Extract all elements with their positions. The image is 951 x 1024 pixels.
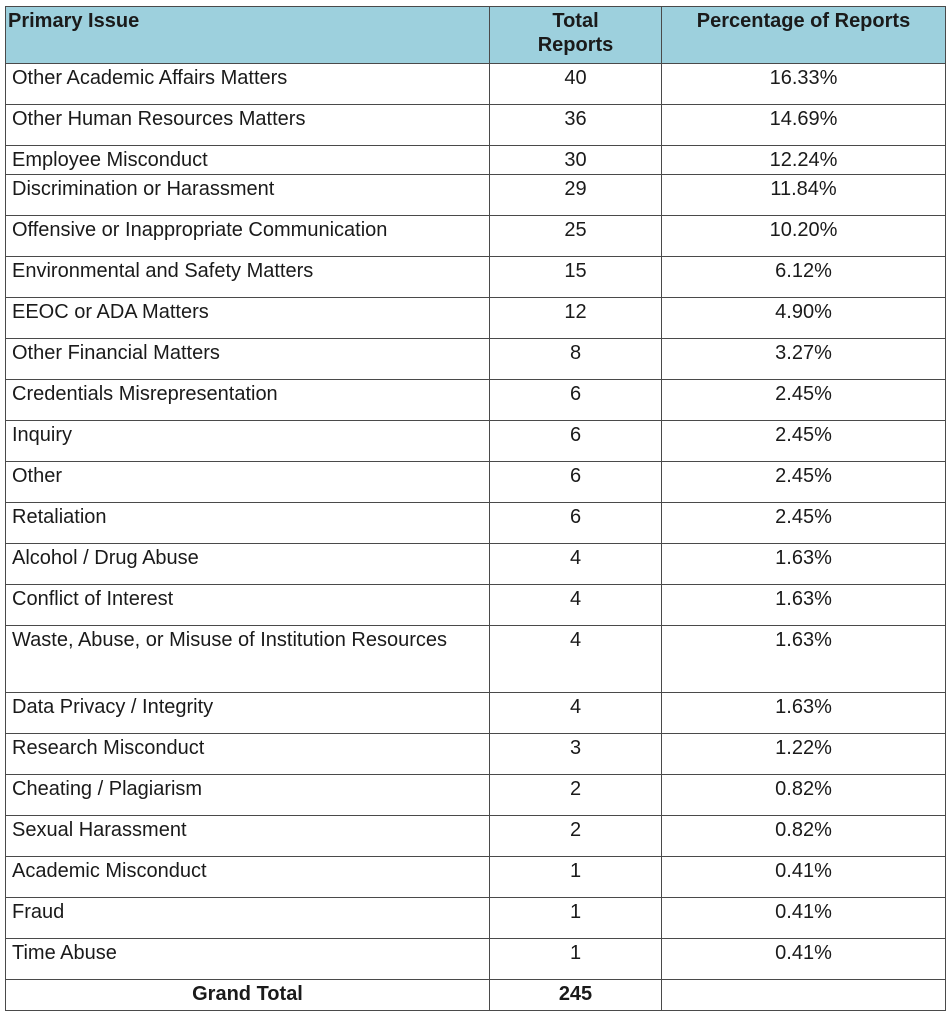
table-row bbox=[6, 421, 946, 462]
row-percentage: 1.22% bbox=[662, 734, 946, 775]
row-issue: Other bbox=[6, 462, 490, 503]
grand-total-percentage bbox=[662, 980, 946, 1011]
row-percentage: 0.82% bbox=[662, 816, 946, 857]
table-row bbox=[6, 816, 946, 857]
row-total: 4 bbox=[490, 585, 662, 626]
row-total: 1 bbox=[490, 939, 662, 980]
table-row bbox=[6, 939, 946, 980]
row-issue: Employee Misconduct bbox=[6, 146, 490, 175]
row-total: 6 bbox=[490, 462, 662, 503]
row-issue: Other Academic Affairs Matters bbox=[6, 64, 490, 105]
table-row bbox=[6, 146, 946, 175]
row-percentage: 2.45% bbox=[662, 421, 946, 462]
row-total: 4 bbox=[490, 626, 662, 693]
table-row bbox=[6, 503, 946, 544]
table-row bbox=[6, 544, 946, 585]
row-percentage: 2.45% bbox=[662, 380, 946, 421]
primary-issue-table bbox=[5, 6, 946, 1011]
row-issue: Retaliation bbox=[6, 503, 490, 544]
row-percentage: 0.41% bbox=[662, 898, 946, 939]
row-issue: Discrimination or Harassment bbox=[6, 175, 490, 216]
table-row bbox=[6, 298, 946, 339]
row-issue: Research Misconduct bbox=[6, 734, 490, 775]
header-primary-issue: Primary Issue bbox=[6, 7, 490, 64]
row-percentage: 4.90% bbox=[662, 298, 946, 339]
row-total: 8 bbox=[490, 339, 662, 380]
row-percentage: 2.45% bbox=[662, 503, 946, 544]
table-row bbox=[6, 216, 946, 257]
row-total: 30 bbox=[490, 146, 662, 175]
row-percentage: 1.63% bbox=[662, 693, 946, 734]
row-percentage: 14.69% bbox=[662, 105, 946, 146]
row-issue: Alcohol / Drug Abuse bbox=[6, 544, 490, 585]
table-header-row bbox=[6, 7, 946, 64]
table-row bbox=[6, 462, 946, 503]
header-total-line2: Reports bbox=[537, 34, 614, 56]
row-issue: EEOC or ADA Matters bbox=[6, 298, 490, 339]
row-total: 4 bbox=[490, 544, 662, 585]
table-row bbox=[6, 380, 946, 421]
row-total: 40 bbox=[490, 64, 662, 105]
row-total: 6 bbox=[490, 503, 662, 544]
row-percentage: 16.33% bbox=[662, 64, 946, 105]
row-percentage: 0.41% bbox=[662, 939, 946, 980]
row-issue: Fraud bbox=[6, 898, 490, 939]
row-issue: Offensive or Inappropriate Communication bbox=[6, 216, 490, 257]
table-row bbox=[6, 693, 946, 734]
header-total-reports bbox=[490, 7, 662, 64]
table-row bbox=[6, 857, 946, 898]
row-issue: Data Privacy / Integrity bbox=[6, 693, 490, 734]
row-percentage: 3.27% bbox=[662, 339, 946, 380]
row-issue: Credentials Misrepresentation bbox=[6, 380, 490, 421]
table-row bbox=[6, 626, 946, 693]
row-percentage: 10.20% bbox=[662, 216, 946, 257]
row-total: 4 bbox=[490, 693, 662, 734]
row-total: 29 bbox=[490, 175, 662, 216]
row-percentage: 0.41% bbox=[662, 857, 946, 898]
table-row bbox=[6, 339, 946, 380]
report-table-container bbox=[5, 6, 945, 1011]
row-percentage: 1.63% bbox=[662, 544, 946, 585]
table-row bbox=[6, 64, 946, 105]
table-row bbox=[6, 898, 946, 939]
row-total: 1 bbox=[490, 898, 662, 939]
table-row bbox=[6, 585, 946, 626]
table-row bbox=[6, 734, 946, 775]
row-percentage: 12.24% bbox=[662, 146, 946, 175]
row-total: 6 bbox=[490, 380, 662, 421]
header-percentage-of-reports: Percentage of Reports bbox=[662, 7, 946, 64]
grand-total-value: 245 bbox=[490, 980, 662, 1011]
row-issue: Academic Misconduct bbox=[6, 857, 490, 898]
row-total: 36 bbox=[490, 105, 662, 146]
row-issue: Other Financial Matters bbox=[6, 339, 490, 380]
row-issue: Other Human Resources Matters bbox=[6, 105, 490, 146]
row-total: 3 bbox=[490, 734, 662, 775]
row-percentage: 2.45% bbox=[662, 462, 946, 503]
row-issue: Inquiry bbox=[6, 421, 490, 462]
row-total: 2 bbox=[490, 816, 662, 857]
row-percentage: 1.63% bbox=[662, 585, 946, 626]
row-total: 15 bbox=[490, 257, 662, 298]
row-issue: Time Abuse bbox=[6, 939, 490, 980]
table-row bbox=[6, 257, 946, 298]
table-row bbox=[6, 175, 946, 216]
grand-total-row bbox=[6, 980, 946, 1011]
row-total: 2 bbox=[490, 775, 662, 816]
row-percentage: 11.84% bbox=[662, 175, 946, 216]
table-row bbox=[6, 105, 946, 146]
table-row bbox=[6, 775, 946, 816]
row-percentage: 6.12% bbox=[662, 257, 946, 298]
header-total-line1: Total bbox=[552, 10, 599, 32]
row-issue: Conflict of Interest bbox=[6, 585, 490, 626]
row-issue: Cheating / Plagiarism bbox=[6, 775, 490, 816]
row-percentage: 1.63% bbox=[662, 626, 946, 693]
row-total: 25 bbox=[490, 216, 662, 257]
row-total: 1 bbox=[490, 857, 662, 898]
row-issue: Waste, Abuse, or Misuse of Institution Resources bbox=[6, 626, 490, 693]
grand-total-label: Grand Total bbox=[6, 980, 490, 1011]
row-total: 6 bbox=[490, 421, 662, 462]
row-issue: Sexual Harassment bbox=[6, 816, 490, 857]
row-total: 12 bbox=[490, 298, 662, 339]
row-percentage: 0.82% bbox=[662, 775, 946, 816]
row-issue: Environmental and Safety Matters bbox=[6, 257, 490, 298]
